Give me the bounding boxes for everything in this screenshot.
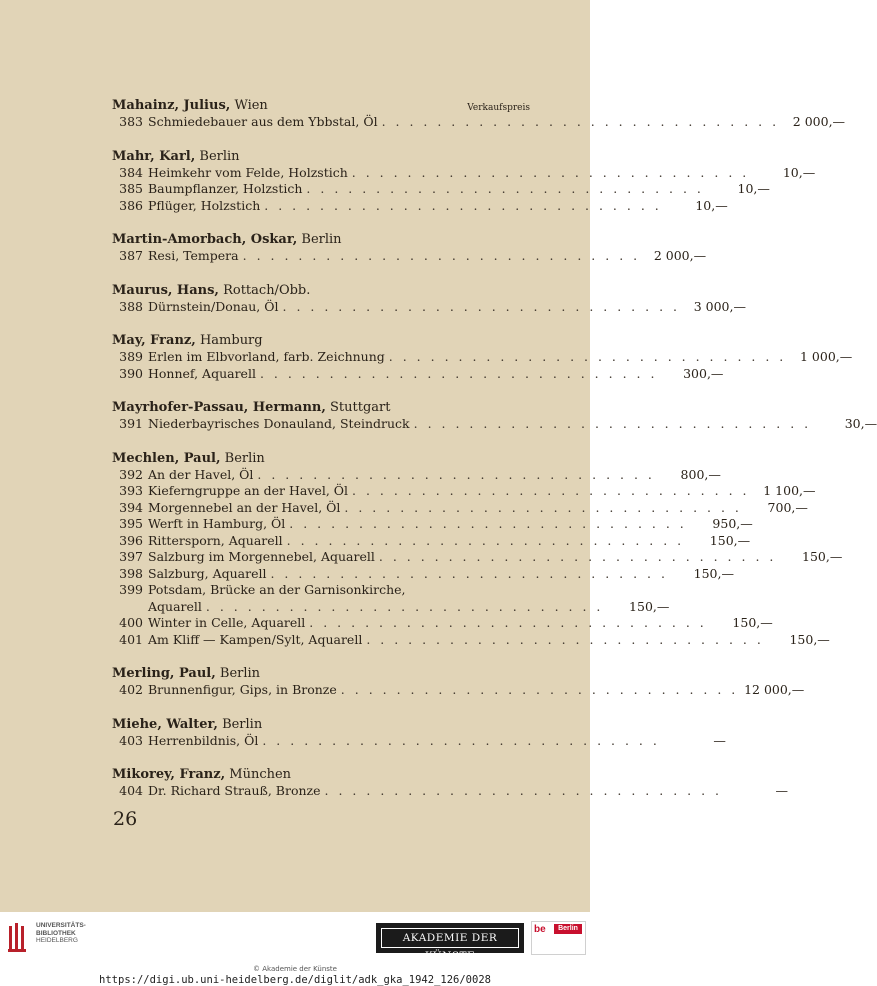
artist-name: Mahr, Karl, xyxy=(112,148,196,164)
leader-dots: . . . . . . . . . . . . . . . . . . . . . . . . . . . . . xyxy=(286,532,685,548)
artist-heading xyxy=(112,666,530,682)
artwork-row xyxy=(112,549,843,566)
artwork-number: 400 xyxy=(119,615,143,630)
artwork-row xyxy=(112,499,808,517)
library-emblem-icon xyxy=(8,923,26,953)
ub-line-2: BIBLIOTHEK xyxy=(36,929,76,937)
artist-name: Mikorey, Franz, xyxy=(112,767,226,782)
leader-dots: . . . . . . . . . . . . . . . . . . . . . . . . . . . . . xyxy=(205,598,604,614)
artwork-number: 387 xyxy=(119,248,143,263)
artist-place: Berlin xyxy=(222,716,263,732)
artwork-number: 389 xyxy=(119,349,143,364)
artwork-title: Potsdam, Brücke an der Garnisonkirche, xyxy=(148,582,406,597)
artwork-number: 399 xyxy=(119,582,143,597)
leader-dots: . . . . . . . . . . . . . . . . . . . . . . . . . . . . . xyxy=(344,499,742,515)
artwork-title: Morgennebel an der Havel, Öl xyxy=(148,499,341,515)
artwork-row xyxy=(112,349,853,366)
artist-heading xyxy=(112,283,530,299)
artwork-row xyxy=(112,416,877,433)
artwork-row xyxy=(112,298,746,316)
artwork-number: 386 xyxy=(119,197,143,213)
artwork-row xyxy=(112,466,721,484)
bemi-logo-berlin: Berlin xyxy=(554,924,582,934)
artwork-price: 1 100,— xyxy=(763,483,816,498)
artwork-title: Salzburg im Morgennebel, Aquarell xyxy=(148,549,375,564)
leader-dots: . . . . . . . . . . . . . . . . . . . . . . . . . . . . . xyxy=(282,298,680,314)
artwork-row xyxy=(112,532,751,550)
artwork-row xyxy=(112,114,846,131)
artwork-number: 392 xyxy=(119,466,143,482)
leader-dots: . . . . . . . . . . . . . . . . . . . . . . . . . . . . . xyxy=(270,565,668,581)
artist-place: Berlin xyxy=(219,666,261,681)
leader-dots: . . . . . . . . . . . . . . . . . . . . . . . . . . . . . xyxy=(324,783,723,798)
artwork-price: 1 000,— xyxy=(800,349,853,364)
artwork-title: An der Havel, Öl xyxy=(148,466,254,482)
artwork-number: 391 xyxy=(119,416,143,431)
artist-entry xyxy=(112,232,707,265)
artwork-title: Werft in Hamburg, Öl xyxy=(148,516,286,531)
artist-heading xyxy=(112,333,530,349)
ub-line-3: HEIDELBERG xyxy=(36,937,78,944)
akademie-logo-text: AKADEMIE DER KÜNSTE xyxy=(381,928,519,948)
artwork-price: 950,— xyxy=(712,516,753,531)
leader-dots: . . . . . . . . . . . . . . . . . . . . . . . . . . . . . xyxy=(413,416,812,431)
leader-dots: . . . . . . . . . . . . . . . . . . . . . . . . . . . . . xyxy=(257,466,655,482)
artwork-title: Dürnstein/Donau, Öl xyxy=(148,298,279,314)
artist-heading xyxy=(112,98,530,114)
artwork-title-continued: Aquarell xyxy=(148,598,202,614)
artwork-title: Pflüger, Holzstich xyxy=(148,197,261,213)
artwork-price: 2 000,— xyxy=(792,114,846,129)
leader-dots: . . . . . . . . . . . . . . . . . . . . . . . . . . . . . xyxy=(352,483,750,498)
artwork-number: 397 xyxy=(119,549,143,564)
artwork-row xyxy=(112,365,724,383)
artwork-title: Baumpflanzer, Holzstich xyxy=(148,181,303,196)
leader-dots: . . . . . . . . . . . . . . . . . . . . . . . . . . . . . xyxy=(264,197,662,213)
artwork-price: 700,— xyxy=(767,499,808,515)
artwork-number: 395 xyxy=(119,516,143,531)
leader-dots: . . . . . . . . . . . . . . . . . . . . . . . . . . . . . xyxy=(381,114,780,129)
artwork-title: Honnef, Aquarell xyxy=(148,365,256,381)
artist-entry xyxy=(112,450,843,649)
artwork-price: 150,— xyxy=(802,549,843,564)
artwork-price: 150,— xyxy=(629,598,670,614)
artwork-price: 150,— xyxy=(709,532,751,548)
artwork-price: — xyxy=(775,783,789,798)
artwork-title: Erlen im Elbvorland, farb. Zeichnung xyxy=(148,349,385,364)
bemi-logo[interactable] xyxy=(531,921,586,955)
artist-place: Rottach/Obb. xyxy=(223,282,311,298)
leader-dots: . . . . . . . . . . . . . . . . . . . . . . . . . . . . . xyxy=(259,365,658,381)
leader-dots: . . . . . . . . . . . . . . . . . . . . . . . . . . . . . xyxy=(366,631,764,647)
artist-heading xyxy=(112,149,530,165)
artist-name: Maurus, Hans, xyxy=(112,282,219,298)
artist-heading xyxy=(112,400,530,416)
artwork-price: 800,— xyxy=(680,466,721,482)
artwork-row xyxy=(112,164,816,182)
artwork-price: 150,— xyxy=(732,615,773,630)
artist-name: Merling, Paul, xyxy=(112,666,216,681)
catalog-listing xyxy=(112,98,877,800)
artwork-price: 10,— xyxy=(782,164,816,180)
leader-dots: . . . . . . . . . . . . . . . . . . . . . . . . . . . . . xyxy=(306,181,704,196)
artist-entry xyxy=(112,98,846,131)
artwork-number: 402 xyxy=(119,682,143,697)
artwork-number: 394 xyxy=(119,499,143,515)
artwork-price: — xyxy=(713,732,726,748)
artist-place: München xyxy=(229,767,292,782)
artwork-number: 384 xyxy=(119,164,143,180)
artist-heading xyxy=(112,717,530,733)
page-number: 26 xyxy=(113,808,138,830)
artwork-row-continued xyxy=(112,598,670,616)
artwork-row xyxy=(112,615,773,632)
artwork-price: 300,— xyxy=(683,365,724,381)
artwork-number: 396 xyxy=(119,532,143,548)
artwork-number: 385 xyxy=(119,181,143,196)
artwork-row xyxy=(112,783,789,800)
leader-dots: . . . . . . . . . . . . . . . . . . . . . . . . . . . . . xyxy=(340,682,739,697)
artwork-row xyxy=(112,483,816,500)
artwork-price: 10,— xyxy=(737,181,770,196)
akademie-der-kuenste-logo[interactable] xyxy=(376,923,524,962)
artwork-row xyxy=(112,248,707,265)
artwork-row xyxy=(112,682,805,699)
artwork-row xyxy=(112,197,728,215)
artist-entry xyxy=(112,400,877,433)
artwork-title: Herrenbildnis, Öl xyxy=(148,732,259,748)
artist-name: May, Franz, xyxy=(112,333,196,348)
leader-dots: . . . . . . . . . . . . . . . . . . . . . . . . . . . . . xyxy=(289,516,687,531)
artwork-price: 3 000,— xyxy=(693,298,746,314)
copyright-notice: © Akademie der Künste xyxy=(253,965,337,973)
artist-heading xyxy=(112,232,530,248)
leader-dots: . . . . . . . . . . . . . . . . . . . . . . . . . . . . . xyxy=(262,732,660,748)
leader-dots: . . . . . . . . . . . . . . . . . . . . . . . . . . . . . xyxy=(309,615,707,630)
artwork-title: Schmiedebauer aus dem Ybbstal, Öl xyxy=(148,114,378,129)
artwork-number: 404 xyxy=(119,783,143,798)
bemi-logo-fineprint xyxy=(554,936,583,950)
university-library-logo[interactable] xyxy=(8,921,138,957)
artwork-number: 393 xyxy=(119,483,143,498)
artist-name: Mechlen, Paul, xyxy=(112,450,221,466)
artwork-price: 150,— xyxy=(789,631,830,647)
artwork-title: Niederbayrisches Donauland, Steindruck xyxy=(148,416,410,431)
leader-dots: . . . . . . . . . . . . . . . . . . . . . . . . . . . . . xyxy=(242,248,641,263)
artist-name: Mahainz, Julius, xyxy=(112,98,231,113)
artwork-title: Brunnenfigur, Gips, in Bronze xyxy=(148,682,337,697)
artwork-price: 2 000,— xyxy=(653,248,707,263)
artwork-price: 150,— xyxy=(693,565,734,581)
artist-entry xyxy=(112,333,853,382)
artwork-row xyxy=(112,565,734,583)
artist-name: Mayrhofer-Passau, Hermann, xyxy=(112,400,326,415)
artwork-row xyxy=(112,582,530,599)
artist-entry xyxy=(112,716,726,750)
artist-heading xyxy=(112,767,530,783)
artist-place: Stuttgart xyxy=(330,400,391,415)
artwork-price: 12 000,— xyxy=(744,682,805,697)
viewer-footer xyxy=(0,912,590,986)
artwork-number: 403 xyxy=(119,732,143,748)
artwork-title: Salzburg, Aquarell xyxy=(148,565,267,581)
artist-place: Berlin xyxy=(199,148,240,164)
artwork-title: Kieferngruppe an der Havel, Öl xyxy=(148,483,349,498)
price-column-header: Verkaufspreis xyxy=(467,103,530,113)
artist-name: Martin-Amorbach, Oskar, xyxy=(112,232,298,247)
artwork-number: 383 xyxy=(119,114,143,129)
artwork-title: Resi, Tempera xyxy=(148,248,239,263)
artist-place: Hamburg xyxy=(199,333,263,348)
artist-entry xyxy=(112,666,805,699)
permalink-url[interactable]: https://digi.ub.uni-heidelberg.de/diglit/adk_gka_1942_126/0028 xyxy=(99,974,491,986)
artwork-title: Winter in Celle, Aquarell xyxy=(148,615,306,630)
artwork-title: Dr. Richard Strauß, Bronze xyxy=(148,783,321,798)
artist-place: Wien xyxy=(234,98,268,113)
artwork-row xyxy=(112,181,770,198)
artwork-row xyxy=(112,732,726,750)
artwork-number: 388 xyxy=(119,298,143,314)
artist-name: Miehe, Walter, xyxy=(112,716,218,732)
artwork-number: 401 xyxy=(119,631,143,647)
artist-place: Berlin xyxy=(224,450,265,466)
artist-heading xyxy=(112,451,530,467)
artwork-row xyxy=(112,516,753,533)
artist-entry xyxy=(112,148,816,215)
artwork-number: 390 xyxy=(119,365,143,381)
leader-dots: . . . . . . . . . . . . . . . . . . . . . . . . . . . . . xyxy=(388,349,787,364)
ub-line-1: UNIVERSITÄTS- xyxy=(36,922,86,929)
artwork-number: 398 xyxy=(119,565,143,581)
bemi-logo-text: be xyxy=(534,924,546,935)
leader-dots: . . . . . . . . . . . . . . . . . . . . . . . . . . . . . xyxy=(378,549,777,564)
leader-dots: . . . . . . . . . . . . . . . . . . . . . . . . . . . . . xyxy=(351,164,750,180)
artwork-row xyxy=(112,631,830,649)
artist-entry xyxy=(112,282,746,316)
artwork-title: Am Kliff — Kampen/Sylt, Aquarell xyxy=(148,631,363,647)
artwork-title: Heimkehr vom Felde, Holzstich xyxy=(148,164,348,180)
artwork-price: 30,— xyxy=(844,416,877,431)
artist-place: Berlin xyxy=(301,232,342,247)
artist-entry xyxy=(112,767,789,800)
artwork-price: 10,— xyxy=(695,197,728,213)
artwork-title: Rittersporn, Aquarell xyxy=(148,532,283,548)
